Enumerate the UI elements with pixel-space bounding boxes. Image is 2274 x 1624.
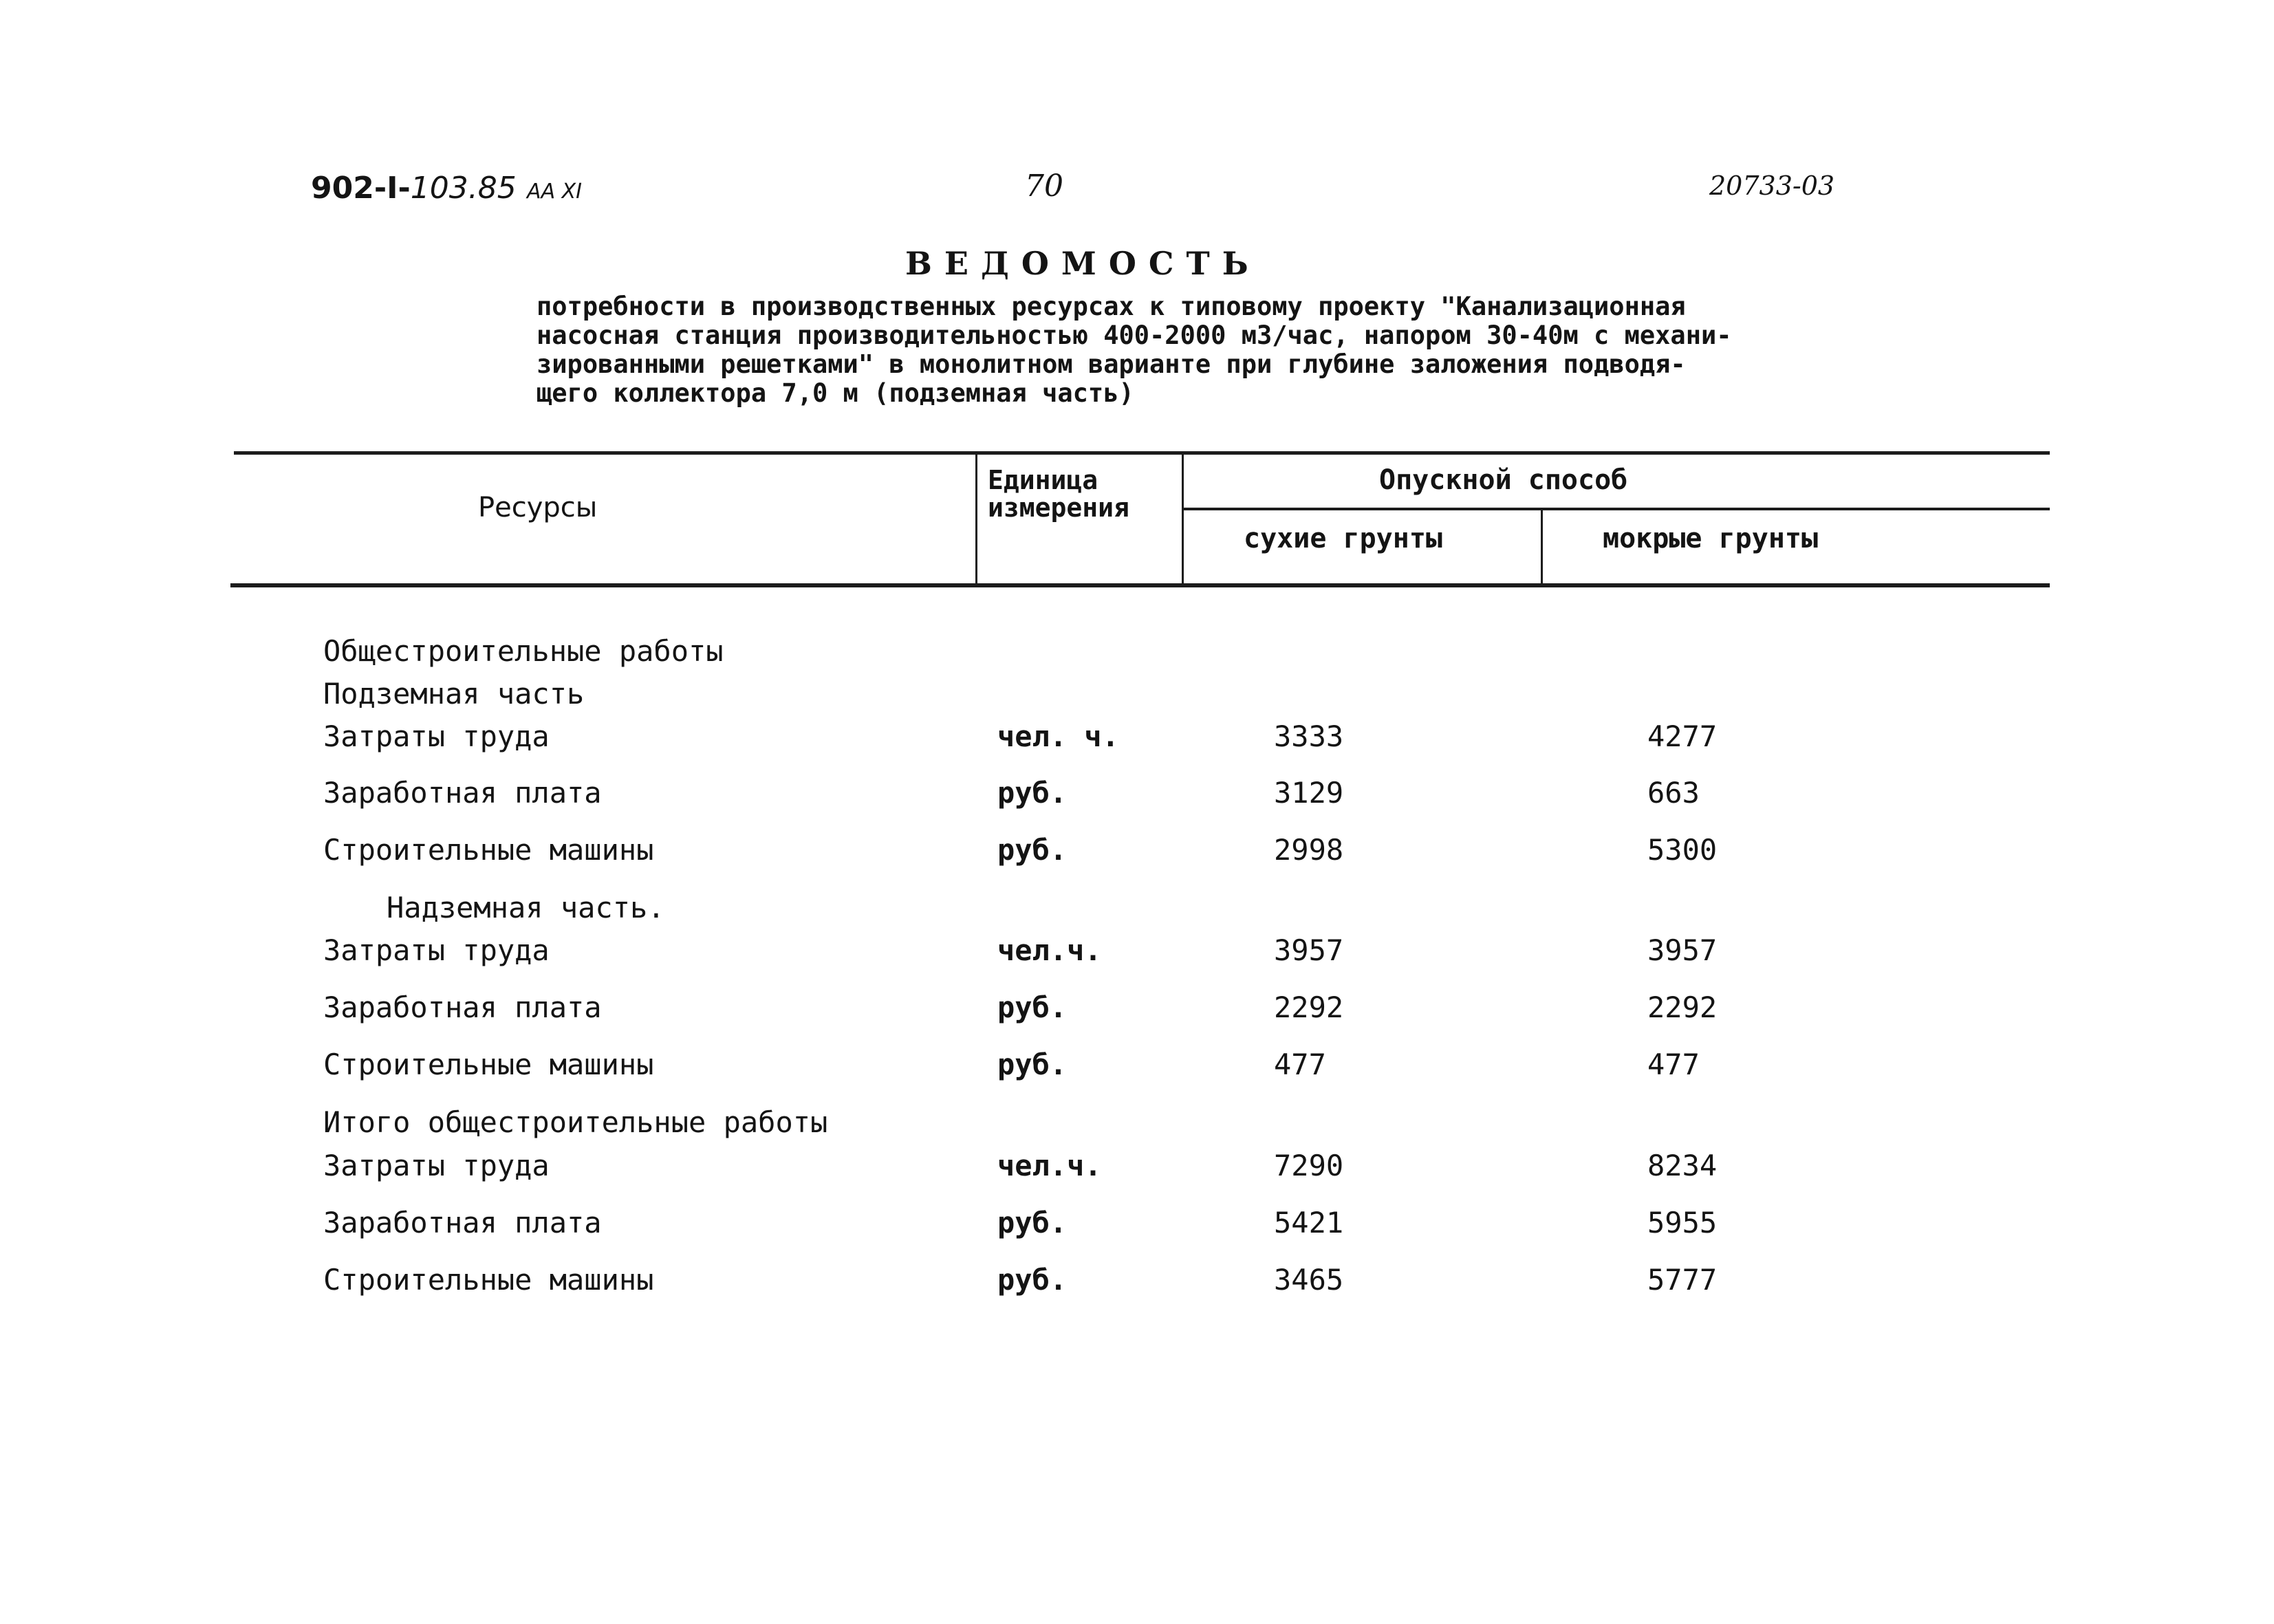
wet-soil-value: 2292 [1647, 990, 1718, 1024]
resource-label: Затраты труда [323, 1149, 550, 1182]
dry-soil-value: 7290 [1274, 1149, 1344, 1182]
unit-cell: руб. [997, 1048, 1068, 1081]
table-row-section [0, 677, 2274, 718]
resource-label: Заработная плата [323, 1206, 602, 1239]
table-row [0, 776, 2274, 817]
document-code-printed: 902-I- [311, 171, 411, 206]
dry-soil-value: 3333 [1274, 719, 1344, 753]
table-row [0, 1048, 2274, 1089]
section-label: Общестроительные работы [323, 634, 724, 668]
table-row-section [0, 634, 2274, 675]
table-row [0, 1263, 2274, 1304]
section-label: Подземная часть [323, 677, 585, 711]
table-row [0, 833, 2274, 874]
document-code [311, 171, 582, 206]
column-header-method-group: Опускной способ [1379, 464, 1628, 496]
table-row-section [0, 891, 2274, 932]
wet-soil-value: 663 [1647, 776, 1700, 810]
dry-soil-value: 477 [1274, 1048, 1326, 1081]
document-code-handwritten: 103.85 [410, 171, 517, 206]
table-row [0, 933, 2274, 975]
document-code-suffix: АА XI [527, 180, 583, 204]
section-label: Итого общестроительные работы [323, 1105, 828, 1139]
column-divider-unit [975, 454, 977, 585]
dry-soil-value: 5421 [1274, 1206, 1344, 1239]
dry-soil-value: 2292 [1274, 990, 1344, 1024]
dry-soil-value: 3129 [1274, 776, 1344, 810]
section-label: Надземная часть. [387, 891, 665, 924]
resource-label: Затраты труда [323, 719, 550, 753]
wet-soil-value: 5300 [1647, 833, 1718, 867]
sheet-number: 20733-03 [1709, 171, 1835, 201]
wet-soil-value: 4277 [1647, 719, 1718, 753]
resource-label: Затраты труда [323, 933, 550, 967]
table-header-bottom-rule [230, 583, 2050, 587]
table-row [0, 1149, 2274, 1190]
subtitle-line: потребности в производственных ресурсах к типовому проекту "Канализационная [537, 292, 1686, 321]
column-divider-method [1182, 454, 1184, 585]
unit-cell: чел.ч. [997, 1149, 1102, 1182]
wet-soil-value: 5777 [1647, 1263, 1718, 1297]
subtitle-line: зированными решетками" в монолитном варианте при глубине заложения подводя- [537, 349, 1686, 379]
resource-label: Заработная плата [323, 990, 602, 1024]
table-row-section [0, 1105, 2274, 1147]
document-title: ВЕДОМОСТЬ [905, 245, 1261, 282]
table-row [0, 990, 2274, 1032]
unit-cell: руб. [997, 990, 1068, 1024]
column-header-dry-soil: сухие грунты [1244, 523, 1442, 554]
column-header-unit-line2: измерения [988, 492, 1129, 523]
page-number: 70 [1025, 169, 1063, 204]
method-group-rule [1183, 508, 2050, 510]
unit-cell: чел.ч. [997, 933, 1102, 967]
dry-soil-value: 3465 [1274, 1263, 1344, 1297]
column-header-resources: Ресурсы [478, 492, 598, 523]
dry-soil-value: 2998 [1274, 833, 1344, 867]
column-header-wet-soil: мокрые грунты [1603, 523, 1819, 554]
subtitle-line: насосная станция производительностью 400-2000 м3/час, напором 30-40м с механи- [537, 321, 1732, 350]
table-top-rule [234, 451, 2050, 455]
column-divider-wet [1541, 509, 1543, 585]
unit-cell: руб. [997, 1263, 1068, 1297]
table-row [0, 1206, 2274, 1247]
wet-soil-value: 8234 [1647, 1149, 1718, 1182]
wet-soil-value: 5955 [1647, 1206, 1718, 1239]
unit-cell: руб. [997, 776, 1068, 810]
resource-label: Строительные машины [323, 1263, 654, 1297]
wet-soil-value: 3957 [1647, 933, 1718, 967]
subtitle-line: щего коллектора 7,0 м (подземная часть) [537, 378, 1134, 408]
resource-label: Строительные машины [323, 833, 654, 867]
column-header-unit-line1: Единица [988, 465, 1098, 495]
unit-cell: руб. [997, 1206, 1068, 1239]
unit-cell: чел. ч. [997, 719, 1120, 753]
resource-label: Заработная плата [323, 776, 602, 810]
wet-soil-value: 477 [1647, 1048, 1700, 1081]
resource-label: Строительные машины [323, 1048, 654, 1081]
dry-soil-value: 3957 [1274, 933, 1344, 967]
unit-cell: руб. [997, 833, 1068, 867]
table-row [0, 719, 2274, 761]
document-subtitle [537, 292, 1885, 408]
